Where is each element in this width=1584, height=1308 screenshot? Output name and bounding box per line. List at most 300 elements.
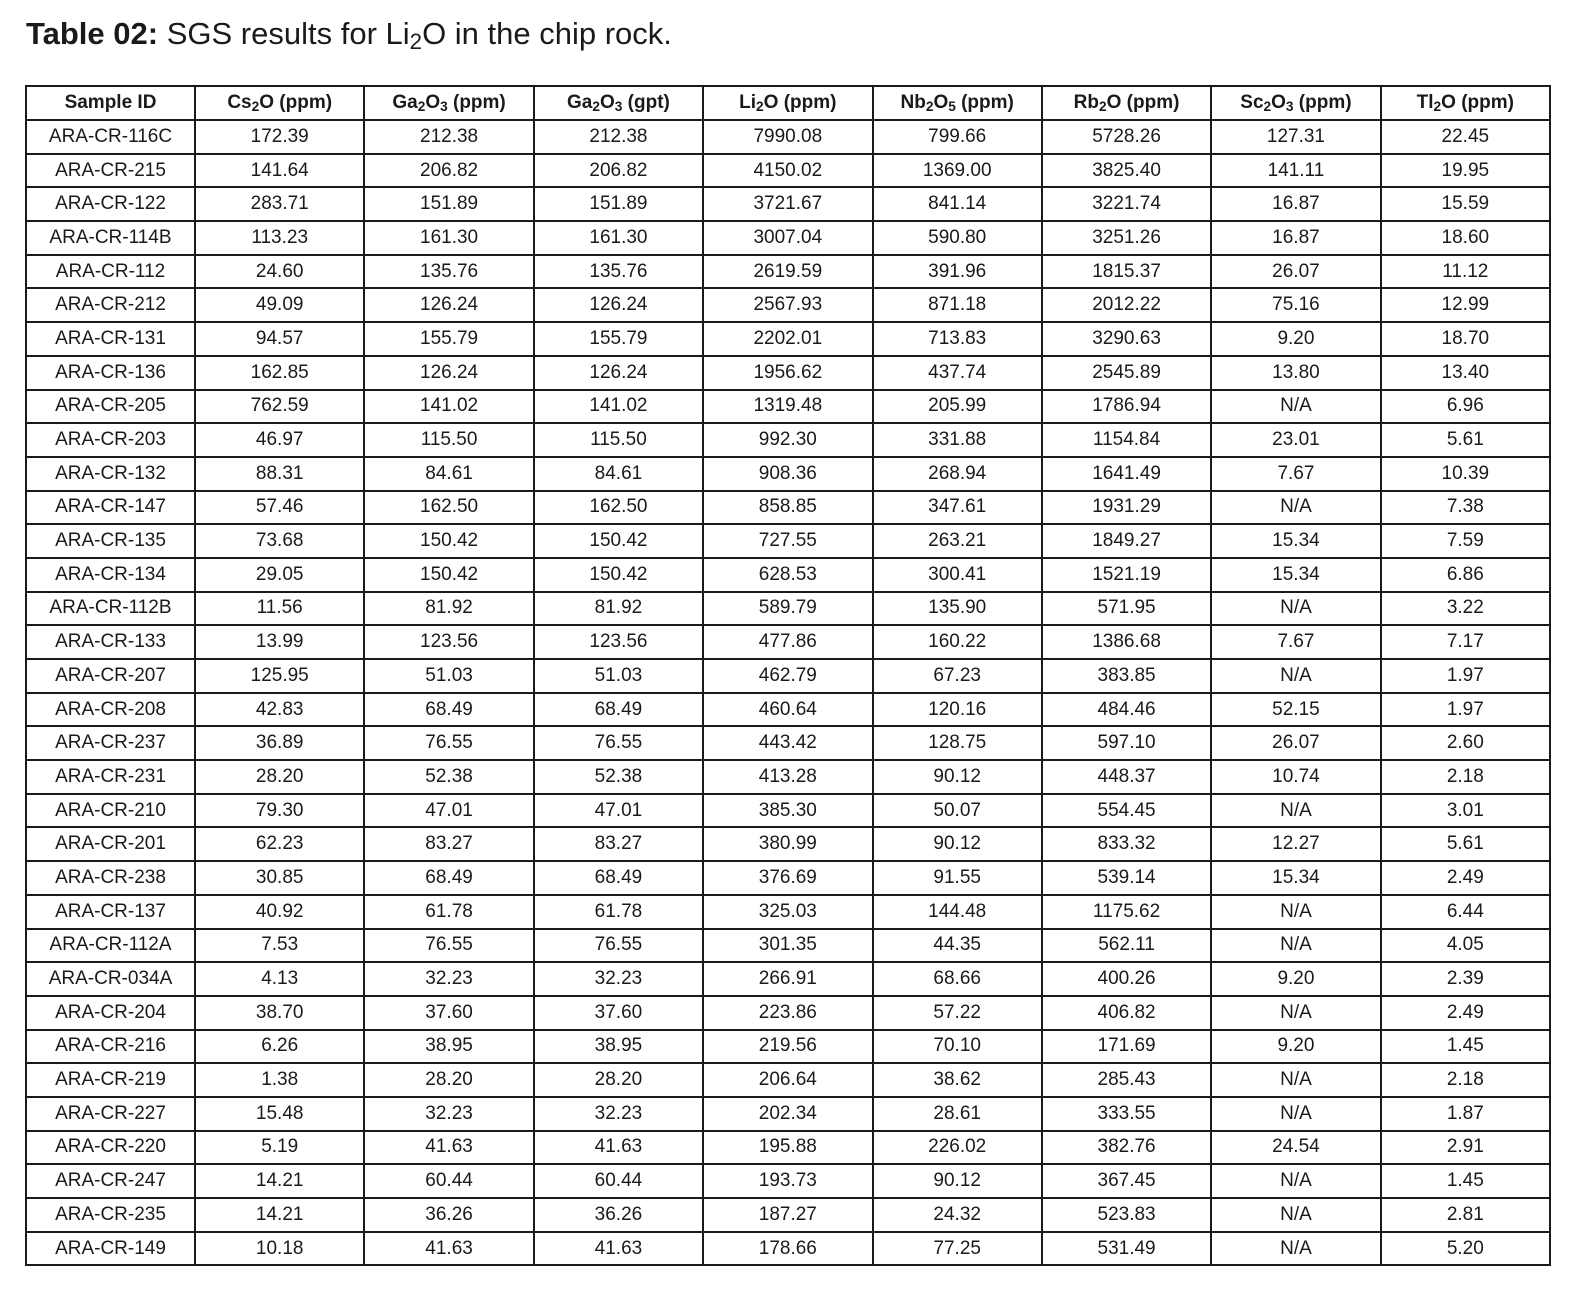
cell-nb2o5-ppm: 70.10 bbox=[873, 1030, 1042, 1064]
cell-nb2o5-ppm: 68.66 bbox=[873, 962, 1042, 996]
cell-ga2o3-ppm: 150.42 bbox=[364, 558, 533, 592]
cell-li2o-ppm: 202.34 bbox=[703, 1097, 872, 1131]
cell-li2o-ppm: 223.86 bbox=[703, 996, 872, 1030]
cell-li2o-ppm: 992.30 bbox=[703, 423, 872, 457]
cell-li2o-ppm: 443.42 bbox=[703, 726, 872, 760]
cell-rb2o-ppm: 1931.29 bbox=[1042, 491, 1211, 525]
cell-tl2o-ppm: 15.59 bbox=[1381, 187, 1550, 221]
cell-li2o-ppm: 3007.04 bbox=[703, 221, 872, 255]
cell-tl2o-ppm: 5.20 bbox=[1381, 1232, 1550, 1266]
table-row bbox=[26, 221, 1550, 255]
cell-rb2o-ppm: 448.37 bbox=[1042, 760, 1211, 794]
cell-rb2o-ppm: 400.26 bbox=[1042, 962, 1211, 996]
table-row bbox=[26, 1030, 1550, 1064]
cell-nb2o5-ppm: 90.12 bbox=[873, 827, 1042, 861]
cell-ga2o3-ppm: 83.27 bbox=[364, 827, 533, 861]
table-row bbox=[26, 558, 1550, 592]
column-header-tl2o-ppm: $Tl_2O$ (ppm) bbox=[1381, 86, 1550, 120]
cell-tl2o-ppm: 1.45 bbox=[1381, 1030, 1550, 1064]
cell-nb2o5-ppm: 90.12 bbox=[873, 1164, 1042, 1198]
cell-rb2o-ppm: 539.14 bbox=[1042, 861, 1211, 895]
cell-rb2o-ppm: 171.69 bbox=[1042, 1030, 1211, 1064]
cell-nb2o5-ppm: 437.74 bbox=[873, 356, 1042, 390]
cell-cs2o-ppm: 30.85 bbox=[195, 861, 364, 895]
cell-li2o-ppm: 727.55 bbox=[703, 524, 872, 558]
cell-tl2o-ppm: 2.18 bbox=[1381, 760, 1550, 794]
cell-sc2o3-ppm: 9.20 bbox=[1211, 962, 1380, 996]
cell-cs2o-ppm: 172.39 bbox=[195, 120, 364, 154]
cell-li2o-ppm: 477.86 bbox=[703, 625, 872, 659]
cell-ga2o3-gpt: 28.20 bbox=[534, 1063, 703, 1097]
table-row bbox=[26, 255, 1550, 289]
cell-sc2o3-ppm: N/A bbox=[1211, 996, 1380, 1030]
cell-sc2o3-ppm: N/A bbox=[1211, 1198, 1380, 1232]
cell-nb2o5-ppm: 67.23 bbox=[873, 659, 1042, 693]
cell-rb2o-ppm: 833.32 bbox=[1042, 827, 1211, 861]
cell-tl2o-ppm: 11.12 bbox=[1381, 255, 1550, 289]
cell-tl2o-ppm: 1.87 bbox=[1381, 1097, 1550, 1131]
cell-tl2o-ppm: 2.18 bbox=[1381, 1063, 1550, 1097]
cell-rb2o-ppm: 2545.89 bbox=[1042, 356, 1211, 390]
cell-sc2o3-ppm: 13.80 bbox=[1211, 356, 1380, 390]
table-row bbox=[26, 423, 1550, 457]
cell-li2o-ppm: 195.88 bbox=[703, 1131, 872, 1165]
cell-sc2o3-ppm: 15.34 bbox=[1211, 861, 1380, 895]
cell-ga2o3-gpt: 150.42 bbox=[534, 524, 703, 558]
cell-ga2o3-gpt: 37.60 bbox=[534, 996, 703, 1030]
cell-li2o-ppm: 376.69 bbox=[703, 861, 872, 895]
cell-tl2o-ppm: 2.49 bbox=[1381, 996, 1550, 1030]
results-table bbox=[25, 85, 1551, 1266]
table-row bbox=[26, 1131, 1550, 1165]
cell-ga2o3-gpt: 83.27 bbox=[534, 827, 703, 861]
cell-cs2o-ppm: 6.26 bbox=[195, 1030, 364, 1064]
cell-tl2o-ppm: 22.45 bbox=[1381, 120, 1550, 154]
cell-li2o-ppm: 3721.67 bbox=[703, 187, 872, 221]
cell-ga2o3-gpt: 150.42 bbox=[534, 558, 703, 592]
cell-ga2o3-gpt: 81.92 bbox=[534, 592, 703, 626]
table-header-row bbox=[26, 86, 1550, 120]
cell-tl2o-ppm: 1.97 bbox=[1381, 659, 1550, 693]
cell-nb2o5-ppm: 50.07 bbox=[873, 794, 1042, 828]
cell-tl2o-ppm: 1.97 bbox=[1381, 693, 1550, 727]
table-row bbox=[26, 1164, 1550, 1198]
cell-sc2o3-ppm: 26.07 bbox=[1211, 255, 1380, 289]
cell-tl2o-ppm: 12.99 bbox=[1381, 288, 1550, 322]
cell-rb2o-ppm: 383.85 bbox=[1042, 659, 1211, 693]
cell-tl2o-ppm: 4.05 bbox=[1381, 929, 1550, 963]
cell-sc2o3-ppm: 75.16 bbox=[1211, 288, 1380, 322]
cell-nb2o5-ppm: 268.94 bbox=[873, 457, 1042, 491]
cell-sc2o3-ppm: 9.20 bbox=[1211, 322, 1380, 356]
table-row bbox=[26, 1232, 1550, 1266]
cell-sample-id: ARA-CR-116C bbox=[26, 120, 195, 154]
cell-tl2o-ppm: 7.59 bbox=[1381, 524, 1550, 558]
cell-li2o-ppm: 301.35 bbox=[703, 929, 872, 963]
cell-rb2o-ppm: 1175.62 bbox=[1042, 895, 1211, 929]
cell-ga2o3-gpt: 162.50 bbox=[534, 491, 703, 525]
table-row bbox=[26, 827, 1550, 861]
cell-sample-id: ARA-CR-131 bbox=[26, 322, 195, 356]
cell-rb2o-ppm: 5728.26 bbox=[1042, 120, 1211, 154]
cell-cs2o-ppm: 62.23 bbox=[195, 827, 364, 861]
cell-ga2o3-ppm: 32.23 bbox=[364, 1097, 533, 1131]
cell-rb2o-ppm: 406.82 bbox=[1042, 996, 1211, 1030]
cell-ga2o3-ppm: 47.01 bbox=[364, 794, 533, 828]
cell-ga2o3-gpt: 38.95 bbox=[534, 1030, 703, 1064]
cell-tl2o-ppm: 2.49 bbox=[1381, 861, 1550, 895]
cell-rb2o-ppm: 3221.74 bbox=[1042, 187, 1211, 221]
cell-cs2o-ppm: 5.19 bbox=[195, 1131, 364, 1165]
cell-cs2o-ppm: 88.31 bbox=[195, 457, 364, 491]
table-row bbox=[26, 693, 1550, 727]
cell-nb2o5-ppm: 24.32 bbox=[873, 1198, 1042, 1232]
cell-nb2o5-ppm: 57.22 bbox=[873, 996, 1042, 1030]
cell-ga2o3-ppm: 84.61 bbox=[364, 457, 533, 491]
cell-ga2o3-ppm: 135.76 bbox=[364, 255, 533, 289]
cell-ga2o3-ppm: 161.30 bbox=[364, 221, 533, 255]
cell-sample-id: ARA-CR-231 bbox=[26, 760, 195, 794]
cell-li2o-ppm: 2619.59 bbox=[703, 255, 872, 289]
cell-ga2o3-gpt: 123.56 bbox=[534, 625, 703, 659]
cell-nb2o5-ppm: 205.99 bbox=[873, 390, 1042, 424]
table-row bbox=[26, 659, 1550, 693]
cell-rb2o-ppm: 3825.40 bbox=[1042, 154, 1211, 188]
cell-rb2o-ppm: 1815.37 bbox=[1042, 255, 1211, 289]
table-row bbox=[26, 491, 1550, 525]
cell-cs2o-ppm: 36.89 bbox=[195, 726, 364, 760]
cell-nb2o5-ppm: 331.88 bbox=[873, 423, 1042, 457]
cell-sc2o3-ppm: 52.15 bbox=[1211, 693, 1380, 727]
cell-tl2o-ppm: 1.45 bbox=[1381, 1164, 1550, 1198]
cell-sample-id: ARA-CR-132 bbox=[26, 457, 195, 491]
cell-sample-id: ARA-CR-219 bbox=[26, 1063, 195, 1097]
column-header-li2o-ppm: $Li_2O$ (ppm) bbox=[703, 86, 872, 120]
cell-ga2o3-gpt: 60.44 bbox=[534, 1164, 703, 1198]
cell-ga2o3-ppm: 162.50 bbox=[364, 491, 533, 525]
cell-ga2o3-ppm: 126.24 bbox=[364, 288, 533, 322]
cell-nb2o5-ppm: 713.83 bbox=[873, 322, 1042, 356]
cell-ga2o3-ppm: 150.42 bbox=[364, 524, 533, 558]
cell-ga2o3-ppm: 41.63 bbox=[364, 1232, 533, 1266]
cell-nb2o5-ppm: 391.96 bbox=[873, 255, 1042, 289]
cell-rb2o-ppm: 1786.94 bbox=[1042, 390, 1211, 424]
cell-rb2o-ppm: 1641.49 bbox=[1042, 457, 1211, 491]
cell-rb2o-ppm: 333.55 bbox=[1042, 1097, 1211, 1131]
cell-rb2o-ppm: 367.45 bbox=[1042, 1164, 1211, 1198]
table-body bbox=[26, 120, 1550, 1265]
cell-ga2o3-ppm: 68.49 bbox=[364, 861, 533, 895]
cell-ga2o3-ppm: 76.55 bbox=[364, 726, 533, 760]
cell-li2o-ppm: 413.28 bbox=[703, 760, 872, 794]
cell-sample-id: ARA-CR-210 bbox=[26, 794, 195, 828]
cell-ga2o3-ppm: 41.63 bbox=[364, 1131, 533, 1165]
cell-rb2o-ppm: 523.83 bbox=[1042, 1198, 1211, 1232]
table-row bbox=[26, 929, 1550, 963]
cell-nb2o5-ppm: 38.62 bbox=[873, 1063, 1042, 1097]
cell-cs2o-ppm: 4.13 bbox=[195, 962, 364, 996]
cell-cs2o-ppm: 42.83 bbox=[195, 693, 364, 727]
table-row bbox=[26, 592, 1550, 626]
cell-li2o-ppm: 4150.02 bbox=[703, 154, 872, 188]
cell-nb2o5-ppm: 28.61 bbox=[873, 1097, 1042, 1131]
cell-ga2o3-ppm: 61.78 bbox=[364, 895, 533, 929]
cell-li2o-ppm: 908.36 bbox=[703, 457, 872, 491]
column-header-ga2o3-gpt: $Ga_2O_3$ (gpt) bbox=[534, 86, 703, 120]
cell-cs2o-ppm: 79.30 bbox=[195, 794, 364, 828]
cell-cs2o-ppm: 11.56 bbox=[195, 592, 364, 626]
cell-sample-id: ARA-CR-235 bbox=[26, 1198, 195, 1232]
cell-rb2o-ppm: 531.49 bbox=[1042, 1232, 1211, 1266]
cell-cs2o-ppm: 40.92 bbox=[195, 895, 364, 929]
cell-ga2o3-gpt: 151.89 bbox=[534, 187, 703, 221]
caption-text: SGS results for $Li_2O$ in the chip rock. bbox=[166, 16, 672, 54]
cell-sample-id: ARA-CR-122 bbox=[26, 187, 195, 221]
cell-ga2o3-gpt: 126.24 bbox=[534, 356, 703, 390]
cell-cs2o-ppm: 162.85 bbox=[195, 356, 364, 390]
cell-cs2o-ppm: 29.05 bbox=[195, 558, 364, 592]
cell-sample-id: ARA-CR-137 bbox=[26, 895, 195, 929]
cell-sample-id: ARA-CR-112 bbox=[26, 255, 195, 289]
column-header-sample-id: Sample ID bbox=[26, 86, 195, 120]
cell-sample-id: ARA-CR-204 bbox=[26, 996, 195, 1030]
cell-sample-id: ARA-CR-237 bbox=[26, 726, 195, 760]
cell-sc2o3-ppm: N/A bbox=[1211, 592, 1380, 626]
cell-ga2o3-ppm: 28.20 bbox=[364, 1063, 533, 1097]
cell-nb2o5-ppm: 144.48 bbox=[873, 895, 1042, 929]
cell-cs2o-ppm: 141.64 bbox=[195, 154, 364, 188]
cell-cs2o-ppm: 14.21 bbox=[195, 1164, 364, 1198]
cell-rb2o-ppm: 1849.27 bbox=[1042, 524, 1211, 558]
cell-rb2o-ppm: 597.10 bbox=[1042, 726, 1211, 760]
cell-li2o-ppm: 385.30 bbox=[703, 794, 872, 828]
table-row bbox=[26, 390, 1550, 424]
cell-sample-id: ARA-CR-215 bbox=[26, 154, 195, 188]
column-header-rb2o-ppm: $Rb_2O$ (ppm) bbox=[1042, 86, 1211, 120]
cell-nb2o5-ppm: 1369.00 bbox=[873, 154, 1042, 188]
table-row bbox=[26, 120, 1550, 154]
cell-ga2o3-gpt: 161.30 bbox=[534, 221, 703, 255]
cell-sc2o3-ppm: 7.67 bbox=[1211, 457, 1380, 491]
cell-cs2o-ppm: 94.57 bbox=[195, 322, 364, 356]
cell-ga2o3-ppm: 60.44 bbox=[364, 1164, 533, 1198]
cell-sc2o3-ppm: N/A bbox=[1211, 794, 1380, 828]
cell-li2o-ppm: 1956.62 bbox=[703, 356, 872, 390]
cell-sample-id: ARA-CR-238 bbox=[26, 861, 195, 895]
table-row bbox=[26, 154, 1550, 188]
cell-sc2o3-ppm: 10.74 bbox=[1211, 760, 1380, 794]
cell-ga2o3-gpt: 141.02 bbox=[534, 390, 703, 424]
cell-sample-id: ARA-CR-112B bbox=[26, 592, 195, 626]
cell-cs2o-ppm: 38.70 bbox=[195, 996, 364, 1030]
cell-sc2o3-ppm: N/A bbox=[1211, 1164, 1380, 1198]
cell-ga2o3-ppm: 155.79 bbox=[364, 322, 533, 356]
cell-tl2o-ppm: 18.70 bbox=[1381, 322, 1550, 356]
cell-sc2o3-ppm: 24.54 bbox=[1211, 1131, 1380, 1165]
cell-ga2o3-ppm: 36.26 bbox=[364, 1198, 533, 1232]
cell-ga2o3-gpt: 76.55 bbox=[534, 726, 703, 760]
cell-ga2o3-ppm: 151.89 bbox=[364, 187, 533, 221]
cell-cs2o-ppm: 283.71 bbox=[195, 187, 364, 221]
cell-sc2o3-ppm: N/A bbox=[1211, 1232, 1380, 1266]
cell-li2o-ppm: 1319.48 bbox=[703, 390, 872, 424]
caption-label: Table 02: bbox=[26, 16, 159, 51]
cell-rb2o-ppm: 285.43 bbox=[1042, 1063, 1211, 1097]
cell-ga2o3-gpt: 126.24 bbox=[534, 288, 703, 322]
cell-sample-id: ARA-CR-149 bbox=[26, 1232, 195, 1266]
cell-ga2o3-ppm: 81.92 bbox=[364, 592, 533, 626]
cell-tl2o-ppm: 3.22 bbox=[1381, 592, 1550, 626]
cell-ga2o3-gpt: 32.23 bbox=[534, 1097, 703, 1131]
cell-li2o-ppm: 178.66 bbox=[703, 1232, 872, 1266]
cell-li2o-ppm: 325.03 bbox=[703, 895, 872, 929]
cell-ga2o3-ppm: 123.56 bbox=[364, 625, 533, 659]
cell-sample-id: ARA-CR-208 bbox=[26, 693, 195, 727]
table-row bbox=[26, 1198, 1550, 1232]
cell-nb2o5-ppm: 347.61 bbox=[873, 491, 1042, 525]
cell-cs2o-ppm: 762.59 bbox=[195, 390, 364, 424]
cell-nb2o5-ppm: 263.21 bbox=[873, 524, 1042, 558]
cell-sample-id: ARA-CR-207 bbox=[26, 659, 195, 693]
cell-tl2o-ppm: 2.81 bbox=[1381, 1198, 1550, 1232]
cell-ga2o3-gpt: 76.55 bbox=[534, 929, 703, 963]
cell-sample-id: ARA-CR-136 bbox=[26, 356, 195, 390]
cell-tl2o-ppm: 19.95 bbox=[1381, 154, 1550, 188]
cell-sc2o3-ppm: N/A bbox=[1211, 659, 1380, 693]
cell-rb2o-ppm: 2012.22 bbox=[1042, 288, 1211, 322]
cell-rb2o-ppm: 554.45 bbox=[1042, 794, 1211, 828]
cell-tl2o-ppm: 2.91 bbox=[1381, 1131, 1550, 1165]
cell-nb2o5-ppm: 160.22 bbox=[873, 625, 1042, 659]
cell-ga2o3-gpt: 51.03 bbox=[534, 659, 703, 693]
cell-li2o-ppm: 7990.08 bbox=[703, 120, 872, 154]
cell-tl2o-ppm: 10.39 bbox=[1381, 457, 1550, 491]
cell-ga2o3-ppm: 52.38 bbox=[364, 760, 533, 794]
cell-sc2o3-ppm: 127.31 bbox=[1211, 120, 1380, 154]
table-row bbox=[26, 794, 1550, 828]
cell-nb2o5-ppm: 91.55 bbox=[873, 861, 1042, 895]
cell-sc2o3-ppm: N/A bbox=[1211, 1063, 1380, 1097]
table-row bbox=[26, 861, 1550, 895]
cell-ga2o3-gpt: 68.49 bbox=[534, 693, 703, 727]
cell-cs2o-ppm: 10.18 bbox=[195, 1232, 364, 1266]
cell-sample-id: ARA-CR-212 bbox=[26, 288, 195, 322]
cell-nb2o5-ppm: 77.25 bbox=[873, 1232, 1042, 1266]
cell-sample-id: ARA-CR-135 bbox=[26, 524, 195, 558]
cell-li2o-ppm: 219.56 bbox=[703, 1030, 872, 1064]
cell-sample-id: ARA-CR-114B bbox=[26, 221, 195, 255]
cell-nb2o5-ppm: 300.41 bbox=[873, 558, 1042, 592]
cell-li2o-ppm: 589.79 bbox=[703, 592, 872, 626]
cell-sample-id: ARA-CR-205 bbox=[26, 390, 195, 424]
table-row bbox=[26, 457, 1550, 491]
cell-sample-id: ARA-CR-147 bbox=[26, 491, 195, 525]
cell-sample-id: ARA-CR-134 bbox=[26, 558, 195, 592]
cell-sample-id: ARA-CR-216 bbox=[26, 1030, 195, 1064]
cell-tl2o-ppm: 2.60 bbox=[1381, 726, 1550, 760]
cell-sample-id: ARA-CR-034A bbox=[26, 962, 195, 996]
cell-sc2o3-ppm: 15.34 bbox=[1211, 558, 1380, 592]
table-row bbox=[26, 895, 1550, 929]
cell-ga2o3-gpt: 41.63 bbox=[534, 1131, 703, 1165]
cell-sample-id: ARA-CR-112A bbox=[26, 929, 195, 963]
table-row bbox=[26, 760, 1550, 794]
table-row bbox=[26, 996, 1550, 1030]
cell-rb2o-ppm: 1386.68 bbox=[1042, 625, 1211, 659]
cell-li2o-ppm: 462.79 bbox=[703, 659, 872, 693]
cell-cs2o-ppm: 13.99 bbox=[195, 625, 364, 659]
cell-nb2o5-ppm: 120.16 bbox=[873, 693, 1042, 727]
cell-ga2o3-ppm: 76.55 bbox=[364, 929, 533, 963]
cell-ga2o3-ppm: 32.23 bbox=[364, 962, 533, 996]
cell-cs2o-ppm: 15.48 bbox=[195, 1097, 364, 1131]
cell-ga2o3-gpt: 115.50 bbox=[534, 423, 703, 457]
cell-nb2o5-ppm: 871.18 bbox=[873, 288, 1042, 322]
cell-li2o-ppm: 460.64 bbox=[703, 693, 872, 727]
cell-nb2o5-ppm: 90.12 bbox=[873, 760, 1042, 794]
cell-rb2o-ppm: 1521.19 bbox=[1042, 558, 1211, 592]
cell-sc2o3-ppm: 12.27 bbox=[1211, 827, 1380, 861]
cell-ga2o3-ppm: 141.02 bbox=[364, 390, 533, 424]
cell-sc2o3-ppm: 26.07 bbox=[1211, 726, 1380, 760]
cell-li2o-ppm: 628.53 bbox=[703, 558, 872, 592]
cell-sc2o3-ppm: N/A bbox=[1211, 491, 1380, 525]
cell-cs2o-ppm: 73.68 bbox=[195, 524, 364, 558]
cell-rb2o-ppm: 382.76 bbox=[1042, 1131, 1211, 1165]
cell-ga2o3-ppm: 212.38 bbox=[364, 120, 533, 154]
cell-tl2o-ppm: 18.60 bbox=[1381, 221, 1550, 255]
table-row bbox=[26, 524, 1550, 558]
cell-ga2o3-gpt: 68.49 bbox=[534, 861, 703, 895]
table-caption bbox=[26, 12, 672, 56]
cell-tl2o-ppm: 3.01 bbox=[1381, 794, 1550, 828]
cell-sc2o3-ppm: 141.11 bbox=[1211, 154, 1380, 188]
table-row bbox=[26, 356, 1550, 390]
cell-li2o-ppm: 2567.93 bbox=[703, 288, 872, 322]
cell-li2o-ppm: 380.99 bbox=[703, 827, 872, 861]
column-header-ga2o3-ppm: $Ga_2O_3$ (ppm) bbox=[364, 86, 533, 120]
cell-ga2o3-ppm: 68.49 bbox=[364, 693, 533, 727]
cell-cs2o-ppm: 125.95 bbox=[195, 659, 364, 693]
cell-rb2o-ppm: 562.11 bbox=[1042, 929, 1211, 963]
cell-cs2o-ppm: 7.53 bbox=[195, 929, 364, 963]
cell-cs2o-ppm: 113.23 bbox=[195, 221, 364, 255]
cell-ga2o3-gpt: 61.78 bbox=[534, 895, 703, 929]
cell-ga2o3-gpt: 135.76 bbox=[534, 255, 703, 289]
cell-ga2o3-gpt: 206.82 bbox=[534, 154, 703, 188]
cell-sc2o3-ppm: N/A bbox=[1211, 895, 1380, 929]
table-row bbox=[26, 322, 1550, 356]
cell-sc2o3-ppm: 16.87 bbox=[1211, 221, 1380, 255]
cell-sc2o3-ppm: N/A bbox=[1211, 390, 1380, 424]
table-row bbox=[26, 187, 1550, 221]
cell-ga2o3-gpt: 52.38 bbox=[534, 760, 703, 794]
cell-ga2o3-ppm: 37.60 bbox=[364, 996, 533, 1030]
cell-ga2o3-ppm: 126.24 bbox=[364, 356, 533, 390]
cell-ga2o3-gpt: 155.79 bbox=[534, 322, 703, 356]
cell-li2o-ppm: 266.91 bbox=[703, 962, 872, 996]
cell-sample-id: ARA-CR-203 bbox=[26, 423, 195, 457]
cell-sc2o3-ppm: 15.34 bbox=[1211, 524, 1380, 558]
cell-sc2o3-ppm: 7.67 bbox=[1211, 625, 1380, 659]
cell-tl2o-ppm: 13.40 bbox=[1381, 356, 1550, 390]
column-header-nb2o5-ppm: $Nb_2O_5$ (ppm) bbox=[873, 86, 1042, 120]
cell-cs2o-ppm: 14.21 bbox=[195, 1198, 364, 1232]
cell-sc2o3-ppm: 16.87 bbox=[1211, 187, 1380, 221]
cell-rb2o-ppm: 571.95 bbox=[1042, 592, 1211, 626]
cell-cs2o-ppm: 1.38 bbox=[195, 1063, 364, 1097]
cell-nb2o5-ppm: 799.66 bbox=[873, 120, 1042, 154]
